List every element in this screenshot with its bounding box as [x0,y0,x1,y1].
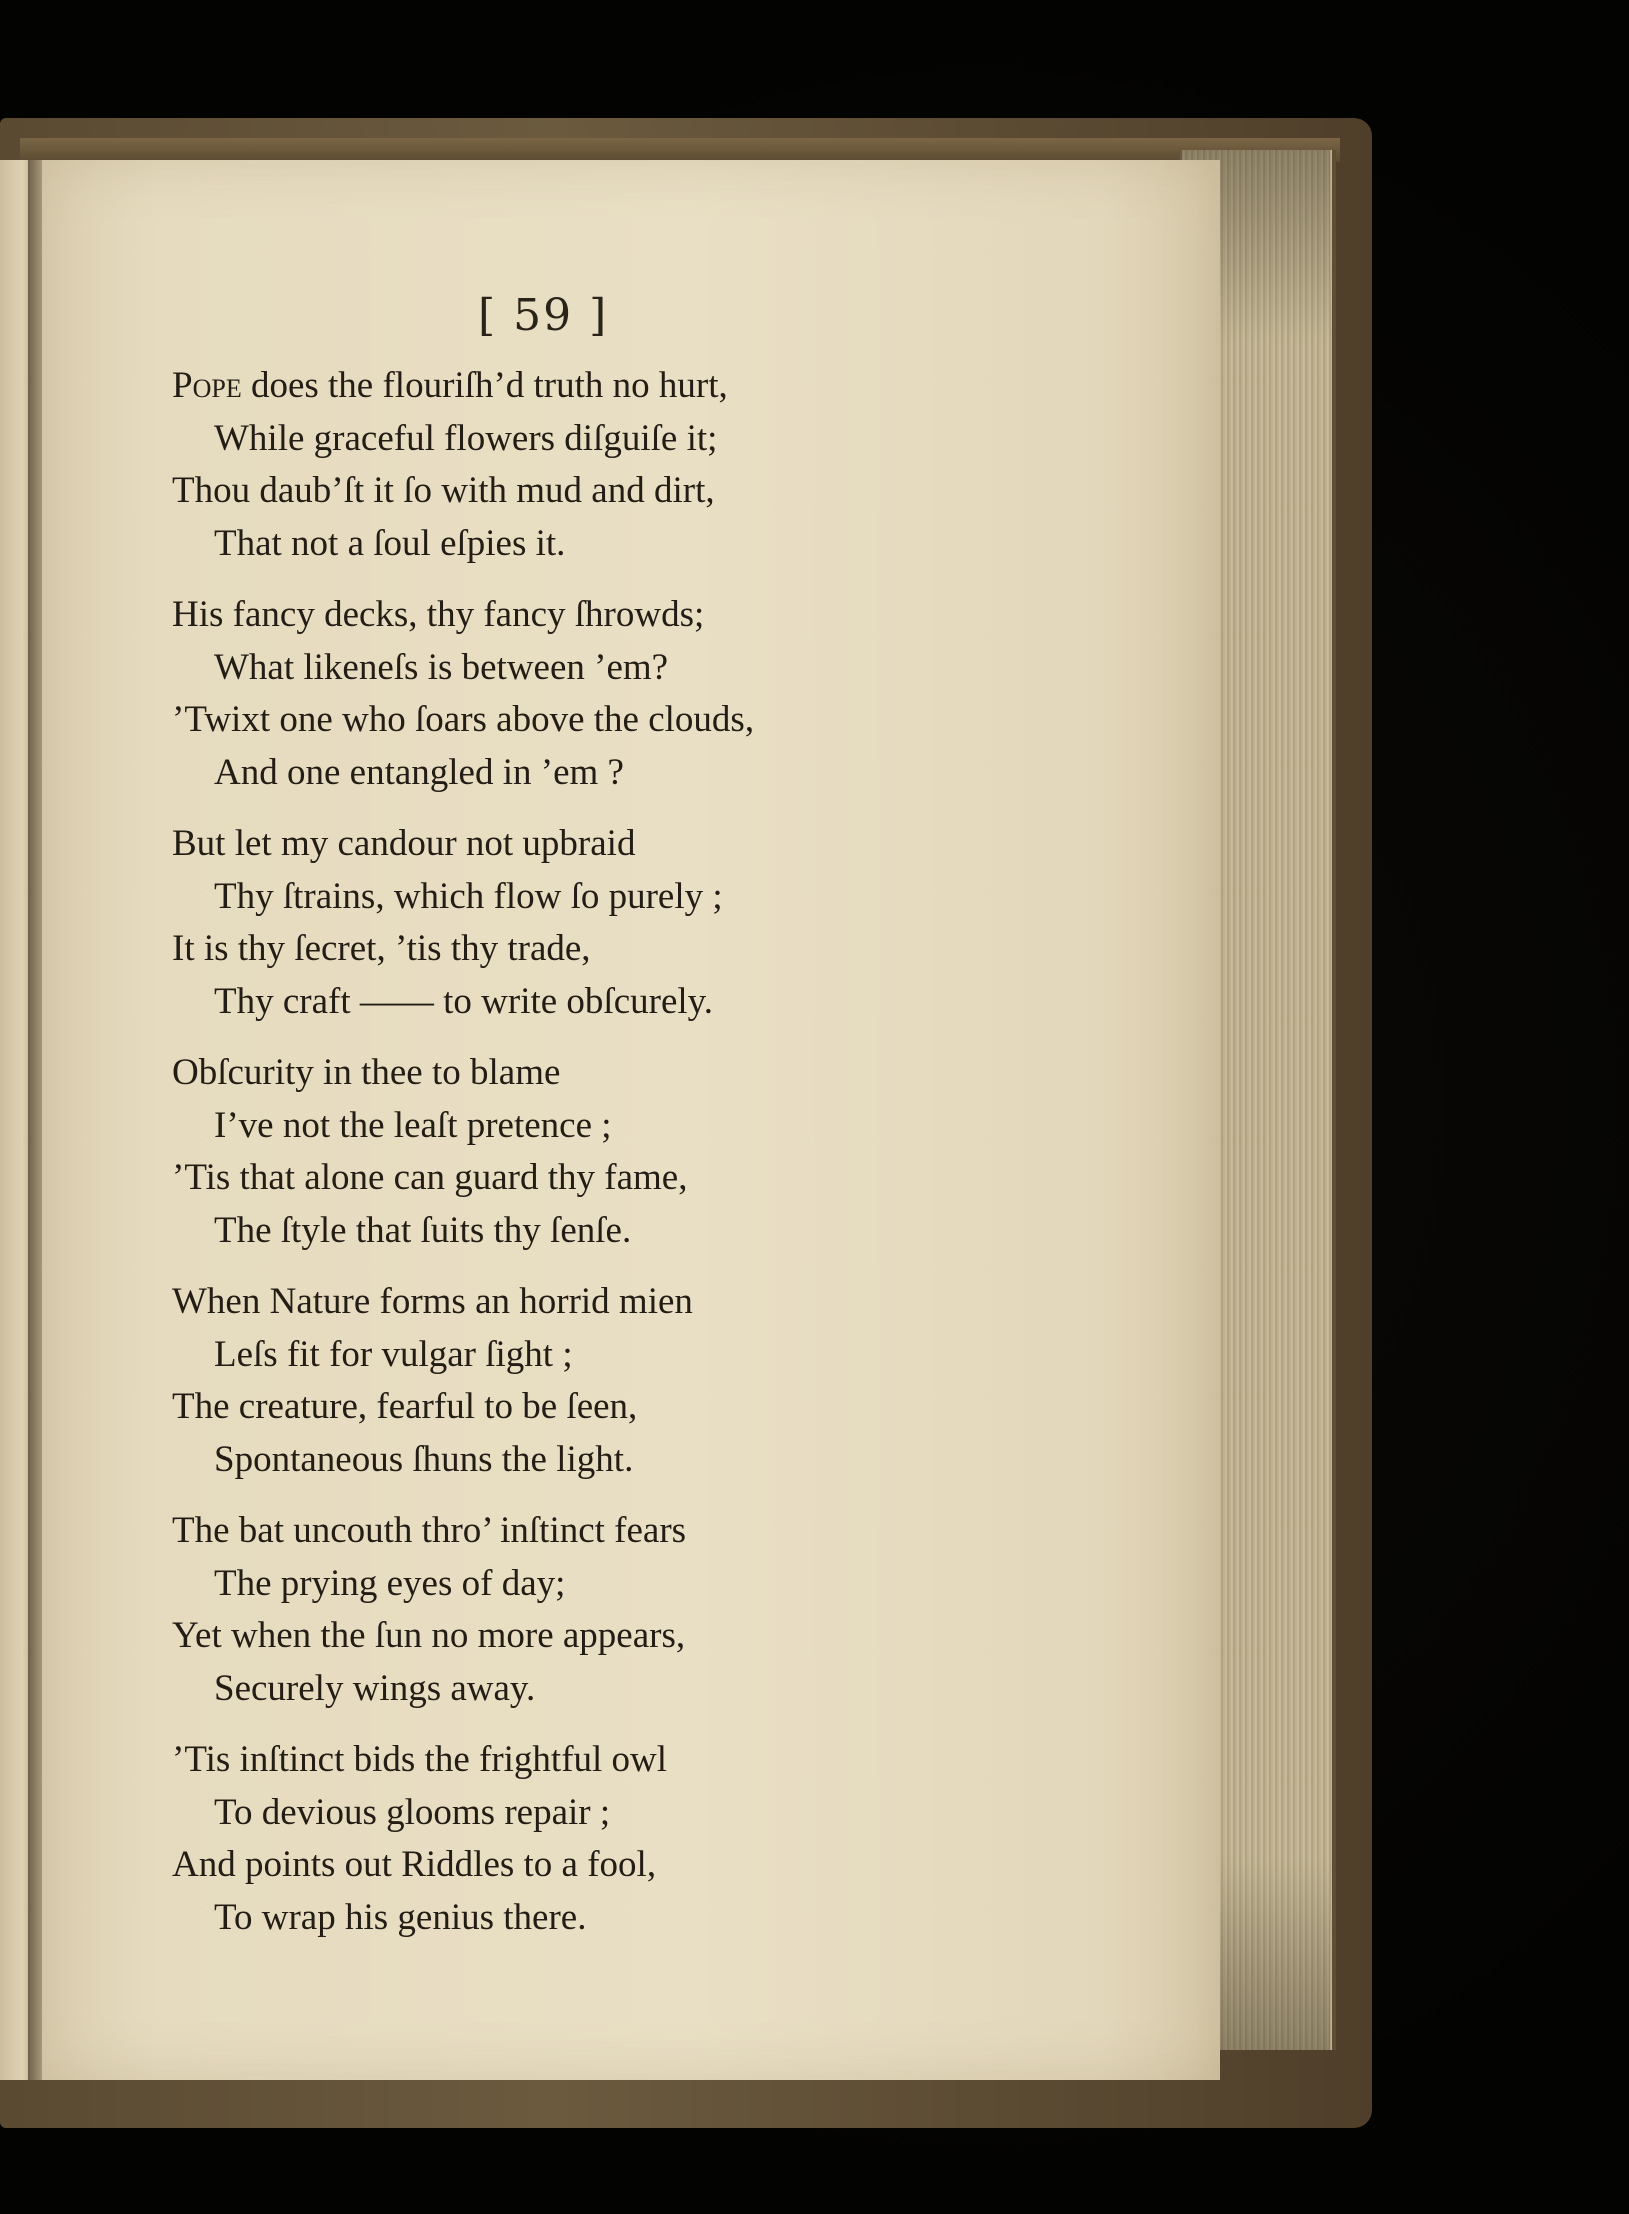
poem-line: The ſtyle that ſuits thy ſenſe. [214,1209,632,1251]
poem-line: Thou daub’ſt it ſo with mud and dirt, [172,470,715,511]
poem-line: That not a ſoul eſpies it. [214,522,566,564]
poem-line-text: does the flouriſh’d truth no hurt, [241,365,728,406]
poem-line [172,360,1172,413]
stanza-4 [172,1047,1172,1257]
poem-line: And points out Riddles to a fool, [172,1844,657,1885]
page-number: [ 59 ] [478,290,609,341]
stanza-7 [172,1734,1172,1944]
poem-line: To devious glooms repair ; [214,1791,611,1833]
poem-line: While graceful flowers diſguiſe it; [214,417,718,459]
poem-line: Thy craft —— to write obſcurely. [214,980,713,1022]
poem-line: The prying eyes of day; [214,1562,566,1604]
poem-line: To wrap his genius there. [214,1896,587,1938]
poem-line-lead: Pope [172,365,242,406]
poem-line: And one entangled in ’em ? [214,751,624,793]
poem-line: When Nature forms an horrid mien [172,1281,693,1322]
poem-line: It is thy ſecret, ’tis thy trade, [172,928,591,969]
poem-line: ’Tis that alone can guard thy fame, [172,1157,688,1198]
poem-line: I’ve not the leaſt pretence ; [214,1104,612,1146]
stanza-1 [172,360,1172,570]
poem-line: Yet when the ſun no more appears, [172,1615,686,1656]
poem-line: What likeneſs is between ’em? [214,646,669,688]
stanza-6 [172,1505,1172,1715]
stanza-5 [172,1276,1172,1486]
poem-line: ’Twixt one who ſoars above the clouds, [172,699,755,740]
poem-line: Securely wings away. [214,1667,536,1709]
poem-line: Thy ſtrains, which flow ſo purely ; [214,875,723,917]
poem-line: Spontaneous ſhuns the light. [214,1438,634,1480]
poem-line: But let my candour not upbraid [172,823,636,864]
poem-line: ’Tis inſtinct bids the frightful owl [172,1739,668,1780]
poem-line: Obſcurity in thee to blame [172,1052,561,1093]
poem-line: The creature, fearful to be ſeen, [172,1386,638,1427]
stanza-3 [172,818,1172,1028]
stanza-2 [172,589,1172,799]
poem-line: The bat uncouth thro’ inſtinct fears [172,1510,687,1551]
poem-line: His fancy decks, thy fancy ſhrowds; [172,594,705,635]
page-gutter [28,160,42,2080]
poem [172,360,1172,1963]
poem-line: Leſs fit for vulgar ſight ; [214,1333,573,1375]
binding-top-edge [20,138,1340,162]
